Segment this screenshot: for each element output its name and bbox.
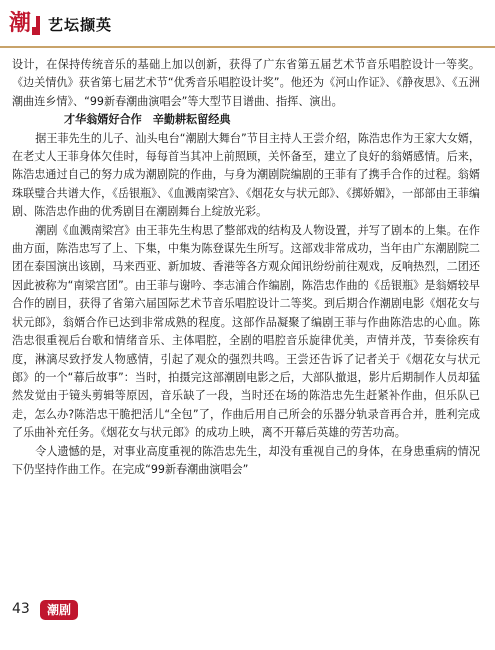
page-number: 43: [12, 601, 30, 617]
paragraph-3: 令人遗憾的是，对事业高度重视的陈浩忠先生，却没有重视自己的身体，在身患重病的情况下仍坚持作曲工作。在完成“99新春潮曲演唱会”: [12, 444, 480, 476]
paragraph-2: 潮剧《血溅南梁宫》由王菲先生构思了整部戏的结构及人物设置，并写了剧本的上集。在作曲方面，陈浩忠写了上、下集，中集为陈登谋先生所写。这部戏非常成功，当年由广东潮剧院二团在泰国演出该剧，马来西亚、新加坡、香港等各方观众闻讯纷纷前往观戏，反响热烈，二团还因此被称为“南梁宫团”。由王菲与谢吟、李志浦合作编剧，陈浩忠作曲的《岳银瓶》是翁婿较早合作的剧目，获得了省第六届国际艺术节音乐唱腔设计二等奖。到后期合作潮剧电影《烟花女与状元郎》，翁婿合作已达到非常成熟的程度。这部作品凝聚了编剧王菲与作曲陈浩忠的心血。陈浩忠很重视后台歌和情绪音乐、主体唱腔，全剧的唱腔音乐旋律优美，声情并茂，节奏徐疾有度，淋漓尽致抒发人物感情，引起了观众的强烈共鸣。王尝还告诉了记者关于《烟花女与状元郎》的一个“幕后故事”：当时，拍摄完这部潮剧电影之后，大部队撤退，影片后期制作人员却猛然发觉由于镜头剪辑等原因，音乐缺了一段，当时还在场的陈浩忠先生赶紧补作曲，但乐队已走，怎么办?陈浩忠干脆把活儿“全包”了，作曲后用自己所会的乐器分轨录音再合并，胜利完成了乐曲补充任务。《烟花女与状元郎》的成功上映，离不开幕后英雄的劳苦功高。: [12, 223, 480, 440]
section-marker-bar: [36, 16, 40, 34]
article-subheading: 才华翁婿好合作 辛勤耕耘留经典: [64, 113, 231, 127]
page-header: [0, 0, 495, 48]
chaoju-logo-mark: 潮: [6, 8, 34, 38]
paragraph-1: 据王菲先生的儿子、汕头电台“潮剧大舞台”节目主持人王尝介绍，陈浩忠作为王家大女婿，在老丈人王菲身体欠佳时，每每首当其冲上前照顾，关怀备至，建立了良好的翁婿感情。后来，陈浩忠通过自己的努力成为潮剧院的作曲，与身为潮剧院编剧的王菲有了携手合作的过程。翁婿珠联璧合共谱大作，《岳银瓶》、《血溅南梁宫》、《烟花女与状元郎》、《掷娇媚》，一部部由王菲编剧、陈浩忠作曲的优秀剧目在潮剧舞台上绽放光彩。: [12, 131, 480, 219]
article-body: [12, 56, 480, 479]
paragraph-intro: 设计，在保持传统音乐的基础上加以创新，获得了广东省第五届艺术节音乐唱腔设计一等奖。《边关情仇》获省第七届艺术节“优秀音乐唱腔设计奖”。他还为《河山作证》、《静夜思》、《五洲潮曲连乡情》、“99新春潮曲演唱会”等大型节目谱曲、指挥、演出。: [12, 58, 480, 108]
section-title: 艺坛撷英: [48, 16, 113, 34]
chaoju-footer-logo: 潮剧: [40, 600, 78, 620]
